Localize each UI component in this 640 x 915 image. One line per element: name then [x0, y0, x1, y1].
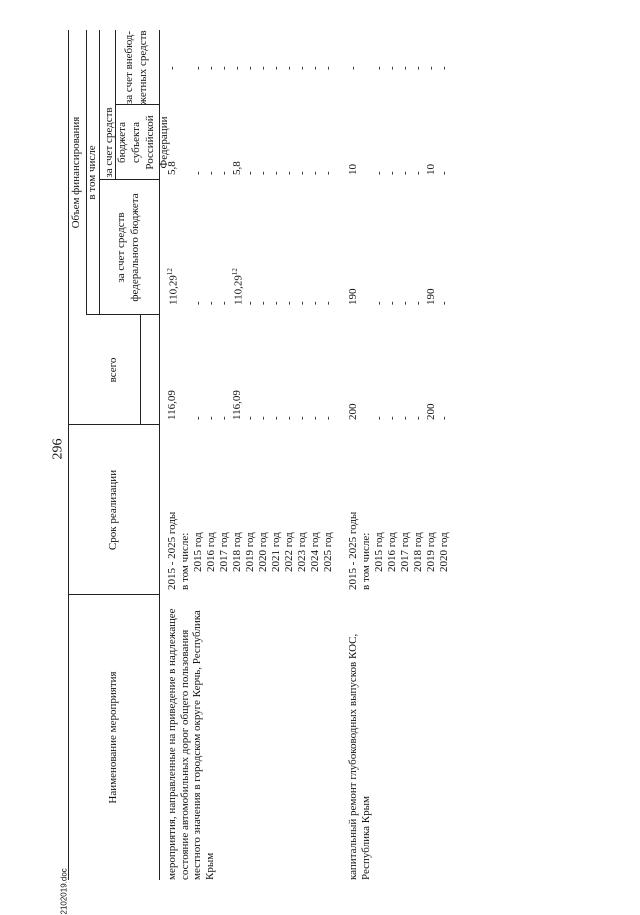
extrabudget-cell: - [412, 66, 424, 70]
page-number: 296 [50, 438, 66, 460]
header-extrabudget: за счет внебюд-жетных средств [123, 30, 149, 105]
term-cell: 2015 год [192, 532, 204, 572]
table-row [412, 30, 425, 880]
table-row [399, 30, 412, 880]
table-row [270, 30, 283, 880]
total-cell: - [309, 416, 321, 420]
federal-cell: - [283, 301, 295, 305]
term-cell: 2018 год [231, 532, 243, 572]
total-cell: - [296, 416, 308, 420]
table-row [257, 30, 270, 880]
total-cell: 116,09 [231, 390, 243, 420]
term-cell: 2015 - 2025 годы [347, 511, 359, 590]
activity-name: капитальный ремонт глубоководных выпусков КОС, Республика Крым [347, 633, 372, 880]
table-row [166, 30, 179, 880]
regional-cell: - [438, 171, 450, 175]
federal-cell: 190 [425, 288, 437, 305]
table-row [296, 30, 309, 880]
header-federal: за счет средств федерального бюджета [115, 193, 141, 302]
total-cell: 200 [425, 403, 437, 420]
total-cell: - [386, 416, 398, 420]
regional-cell: 5,8 [231, 161, 243, 175]
federal-cell: - [322, 301, 334, 305]
regional-cell: - [244, 171, 256, 175]
regional-cell: - [283, 171, 295, 175]
federal-cell: - [386, 301, 398, 305]
table-row [425, 30, 438, 880]
federal-cell: - [373, 301, 385, 305]
table-row [244, 30, 257, 880]
federal-cell: - [412, 301, 424, 305]
term-cell: 2019 год [244, 532, 256, 572]
footnote-marker: 12 [231, 268, 239, 276]
term-cell: 2022 год [283, 532, 295, 572]
regional-cell: - [399, 171, 411, 175]
header-total: всего [106, 357, 119, 383]
federal-cell: - [257, 301, 269, 305]
table-row [205, 30, 218, 880]
regional-cell: 10 [347, 164, 359, 175]
federal-cell: - [309, 301, 321, 305]
header-name: Наименование мероприятия [106, 671, 119, 804]
term-cell: в том числе: [179, 532, 191, 590]
regional-cell: - [386, 171, 398, 175]
federal-cell: 110,29$^{12}$ [231, 268, 245, 305]
regional-cell: - [205, 171, 217, 175]
federal-cell: - [205, 301, 217, 305]
total-cell: - [322, 416, 334, 420]
term-cell: 2021 год [270, 532, 282, 572]
regional-cell: - [412, 171, 424, 175]
table-row [438, 30, 451, 880]
extrabudget-cell: - [218, 66, 230, 70]
regional-cell: - [257, 171, 269, 175]
federal-cell: - [244, 301, 256, 305]
extrabudget-cell: - [438, 66, 450, 70]
table-row [283, 30, 296, 880]
federal-cell: 190 [347, 288, 359, 305]
total-cell: - [438, 416, 450, 420]
extrabudget-cell: - [399, 66, 411, 70]
total-cell: 200 [347, 403, 359, 420]
table-row [360, 30, 373, 880]
regional-cell: - [373, 171, 385, 175]
term-cell: 2015 год [373, 532, 385, 572]
federal-cell: - [438, 301, 450, 305]
term-cell: 2016 год [386, 532, 398, 572]
total-cell: - [205, 416, 217, 420]
table-row [373, 30, 386, 880]
total-cell: - [412, 416, 424, 420]
table-row [192, 30, 205, 880]
extrabudget-cell: - [231, 66, 243, 70]
term-cell: 2015 - 2025 годы [166, 511, 178, 590]
term-cell: 2017 год [218, 532, 230, 572]
regional-cell: 10 [425, 164, 437, 175]
federal-cell: - [270, 301, 282, 305]
federal-cell: 110,29$^{12}$ [166, 268, 180, 305]
table-row [309, 30, 322, 880]
table-row [322, 30, 335, 880]
extrabudget-cell: - [309, 66, 321, 70]
total-cell: - [270, 416, 282, 420]
extrabudget-cell: - [386, 66, 398, 70]
extrabudget-cell: - [166, 66, 178, 70]
regional-cell: 5,8 [166, 161, 178, 175]
total-cell: - [399, 416, 411, 420]
extrabudget-cell: - [205, 66, 217, 70]
extrabudget-cell: - [244, 66, 256, 70]
extrabudget-cell: - [373, 66, 385, 70]
table-row [347, 30, 360, 880]
extrabudget-cell: - [283, 66, 295, 70]
total-cell: - [373, 416, 385, 420]
table-row [179, 30, 192, 880]
term-cell: в том числе: [360, 532, 372, 590]
term-cell: 2020 год [438, 532, 450, 572]
extrabudget-cell: - [192, 66, 204, 70]
footnote-marker: 12 [166, 268, 174, 276]
term-cell: 2023 год [296, 532, 308, 572]
regional-cell: - [192, 171, 204, 175]
total-cell: - [192, 416, 204, 420]
total-cell: 116,09 [166, 390, 178, 420]
term-cell: 2024 год [309, 532, 321, 572]
table-row [231, 30, 244, 880]
table-row [218, 30, 231, 880]
header-including: в том числе [85, 145, 98, 200]
term-cell: 2020 год [257, 532, 269, 572]
total-cell: - [244, 416, 256, 420]
regional-cell: - [270, 171, 282, 175]
term-cell: 2025 год [322, 532, 334, 572]
federal-cell: - [192, 301, 204, 305]
header-regional: за счет средств бюджета субъекта Российской Федерации [102, 107, 170, 178]
regional-cell: - [322, 171, 334, 175]
file-name: 2102019.doc [59, 868, 69, 915]
federal-cell: - [296, 301, 308, 305]
regional-cell: - [218, 171, 230, 175]
table-row [386, 30, 399, 880]
header-term: Срок реализации [106, 469, 119, 551]
federal-cell: - [218, 301, 230, 305]
term-cell: 2019 год [425, 532, 437, 572]
header-volume: Объем финансирования [70, 116, 83, 229]
regional-cell: - [309, 171, 321, 175]
term-cell: 2017 год [399, 532, 411, 572]
extrabudget-cell: - [347, 66, 359, 70]
rotated-table-page [68, 30, 573, 880]
term-cell: 2018 год [412, 532, 424, 572]
federal-cell: - [399, 301, 411, 305]
activity-name: мероприятия, направленные на приведение в надлежащее состояние автомобильных дорог общего пользования местного значения в городском округе Керчь, Республика Крым [166, 608, 216, 880]
total-cell: - [257, 416, 269, 420]
extrabudget-cell: - [270, 66, 282, 70]
term-cell: 2016 год [205, 532, 217, 572]
extrabudget-cell: - [296, 66, 308, 70]
extrabudget-cell: - [322, 66, 334, 70]
extrabudget-cell: - [257, 66, 269, 70]
total-cell: - [283, 416, 295, 420]
regional-cell: - [296, 171, 308, 175]
extrabudget-cell: - [425, 66, 437, 70]
total-cell: - [218, 416, 230, 420]
